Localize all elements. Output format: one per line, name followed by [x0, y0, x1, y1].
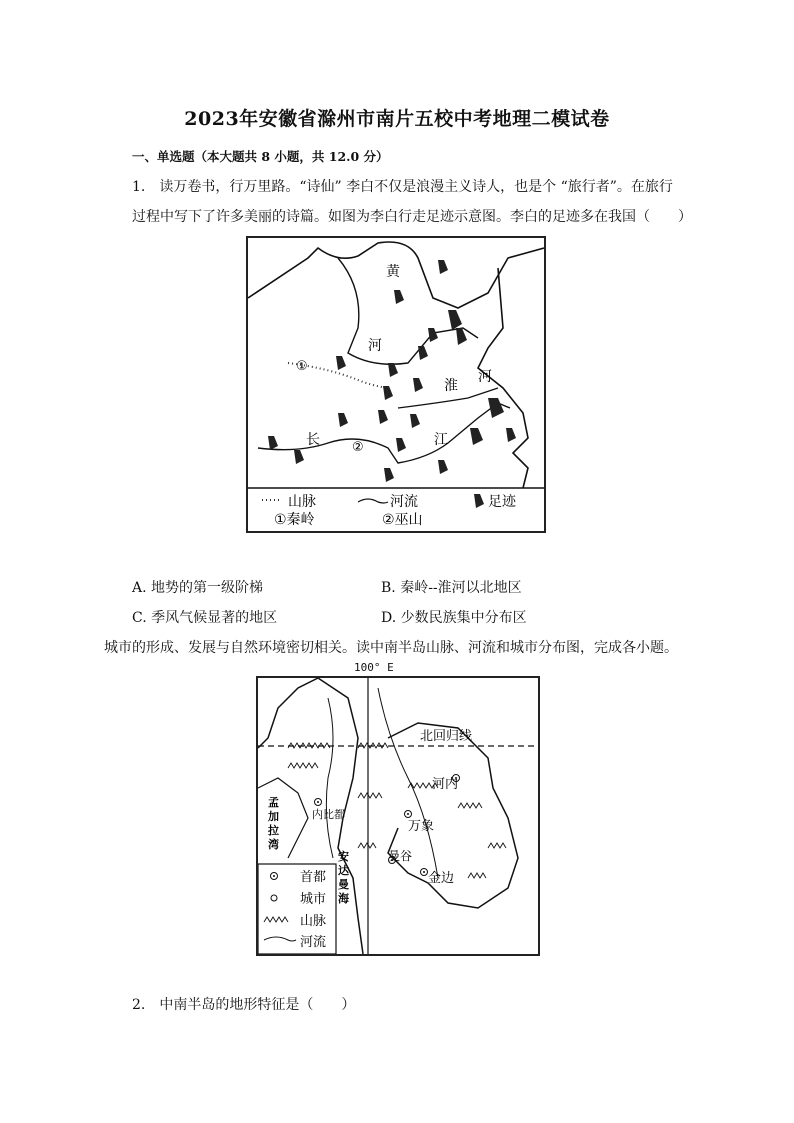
label-andaman-1: 安	[338, 850, 349, 863]
legend-capital: 首都	[300, 870, 327, 885]
question-1-line-2: 过程中写下了许多美丽的诗篇。如图为李白行走足迹示意图。李白的足迹多在我国（ ）	[132, 209, 692, 225]
label-huang: 黄	[386, 264, 400, 280]
phnompenh-dot	[423, 871, 425, 873]
label-phnompenh: 金边	[428, 871, 455, 886]
marker-wushan: ②	[352, 440, 364, 455]
indochina-map-svg	[258, 678, 538, 954]
label-andaman-2: 达	[338, 864, 349, 877]
indochina-map	[256, 676, 540, 956]
question-2: 2. 中南半岛的地形特征是（ ）	[132, 997, 356, 1013]
section-heading: 一、单选题（本大题共 8 小题，共 12.0 分）	[132, 149, 389, 164]
legend-capital-dot	[273, 875, 275, 877]
intro-text: 城市的形成、发展与自然环境密切相关。读中南半岛山脉、河流和城市分布图，完成各小题。	[104, 640, 678, 656]
label-hanoi: 河内	[432, 777, 459, 792]
marker-qinling: ①	[296, 359, 308, 374]
label-naypyidaw: 内比都	[312, 808, 345, 821]
label-vientiane: 万象	[408, 819, 435, 834]
legend-river-symbol	[358, 499, 388, 503]
label-huai-he: 河	[478, 369, 492, 385]
label-huai: 淮	[444, 378, 458, 394]
option-b[interactable]: B. 秦岭--淮河以北地区	[381, 580, 522, 596]
legend-wushan: ②巫山	[382, 512, 423, 528]
label-bengal-4: 湾	[268, 838, 279, 851]
libai-footprint-map	[246, 236, 546, 533]
longitude-label: 100° E	[354, 661, 394, 674]
label-bengal-1: 孟	[268, 796, 279, 809]
libai-map-svg	[248, 238, 544, 531]
label-jiang: 江	[434, 432, 448, 448]
option-d[interactable]: D. 少数民族集中分布区	[381, 610, 527, 626]
option-c[interactable]: C. 季风气候显著的地区	[132, 610, 278, 626]
legend-footprint-symbol	[474, 494, 484, 508]
legend-river: 河流	[390, 494, 418, 510]
label-chang: 长	[306, 432, 320, 448]
label-he: 河	[368, 338, 382, 354]
legend-mountain: 山脉	[288, 494, 316, 510]
tropic-label: 北回归线	[420, 729, 473, 744]
naypyidaw-dot	[317, 801, 319, 803]
vientiane-dot	[407, 813, 409, 815]
label-bangkok: 曼谷	[388, 849, 413, 863]
legend-footprint: 足迹	[488, 494, 516, 510]
yellow-river	[338, 258, 478, 364]
legend-qinling: ①秦岭	[274, 512, 315, 528]
label-bengal-2: 加	[268, 810, 279, 823]
legend-mountain-2: 山脉	[300, 914, 327, 929]
label-andaman-3: 曼	[338, 878, 349, 891]
label-andaman-4: 海	[338, 892, 349, 905]
label-bengal-3: 拉	[268, 824, 279, 837]
option-a[interactable]: A. 地势的第一级阶梯	[132, 580, 264, 596]
legend-city: 城市	[300, 892, 327, 907]
document-title: 2023年安徽省滁州市南片五校中考地理二模试卷	[184, 108, 610, 130]
question-1-line-1: 1. 读万卷书，行万里路。“诗仙” 李白不仅是浪漫主义诗人，也是个 “旅行者”。在旅行	[132, 179, 673, 195]
legend-river-2: 河流	[300, 935, 327, 950]
bengal-coast	[258, 778, 308, 858]
river-irrawaddy	[326, 698, 333, 858]
